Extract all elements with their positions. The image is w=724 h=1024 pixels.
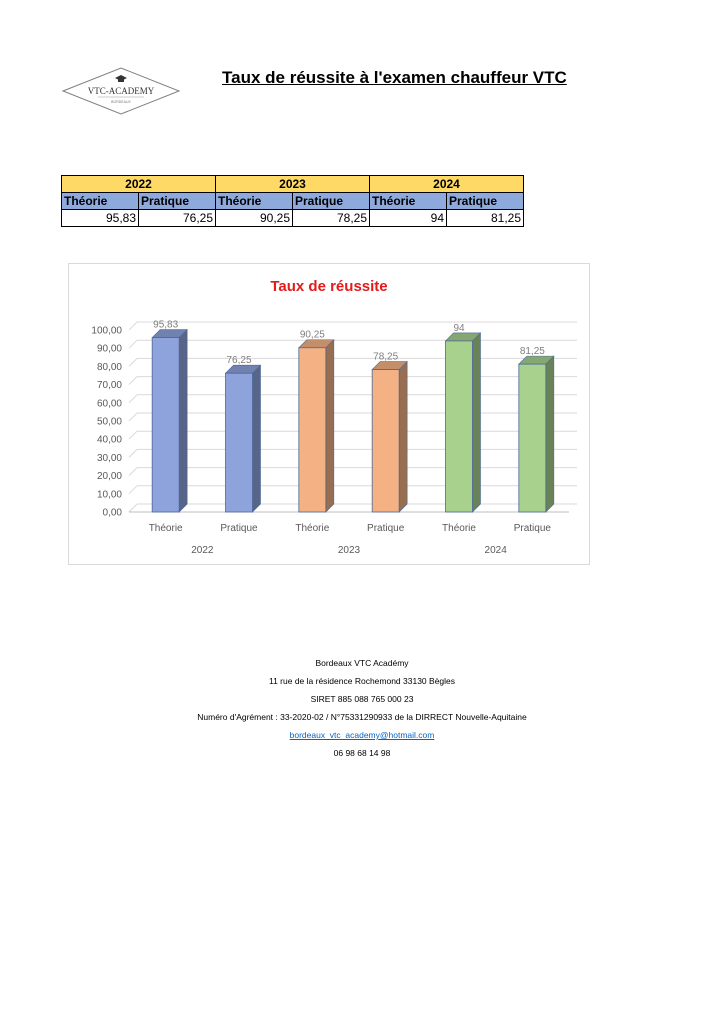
results-table: [61, 175, 524, 227]
table-row-values: [62, 210, 524, 227]
data-label: 78,25: [373, 351, 399, 363]
company-agrement: Numéro d'Agrément : 33-2020-02 / N°75331290933 de la DIRRECT Nouvelle-Aquitaine: [197, 712, 527, 722]
bar: [519, 364, 546, 512]
bar-side: [546, 356, 554, 512]
group-label: 2024: [484, 545, 507, 556]
bar-side: [399, 362, 407, 512]
gridline-depth: [129, 486, 137, 494]
gridline-depth: [129, 431, 137, 439]
chart-canvas: [69, 264, 589, 564]
data-label: 90,25: [299, 329, 325, 341]
col-practice-header: Pratique: [447, 193, 524, 210]
practice-value: 78,25: [293, 210, 370, 227]
data-label: 76,25: [226, 355, 252, 367]
footer: [0, 654, 724, 762]
year-header: 2023: [216, 176, 370, 193]
y-tick-label: 80,00: [96, 361, 122, 373]
x-tick-label: Pratique: [513, 523, 551, 534]
theory-value: 95,83: [62, 210, 139, 227]
y-tick-label: 50,00: [96, 416, 122, 428]
gridline-depth: [129, 377, 137, 385]
gridline-depth: [129, 449, 137, 457]
company-phone: 06 98 68 14 98: [333, 748, 391, 758]
y-tick-label: 20,00: [96, 471, 122, 483]
gridline-depth: [129, 358, 137, 366]
company-name: Bordeaux VTC Académy: [315, 658, 409, 668]
page-title: Taux de réussite à l'examen chauffeur VTC: [222, 68, 567, 87]
bar-side: [179, 330, 187, 512]
col-theory-header: Théorie: [370, 193, 447, 210]
gridline-depth: [129, 468, 137, 476]
y-tick-label: 30,00: [96, 452, 122, 464]
y-tick-label: 40,00: [96, 434, 122, 446]
bar: [299, 348, 326, 512]
y-tick-label: 90,00: [96, 343, 122, 355]
year-header: 2024: [370, 176, 524, 193]
table-row-years: [62, 176, 524, 193]
company-address: 11 rue de la résidence Rochemond 33130 Bègles: [268, 676, 456, 686]
y-tick-label: 70,00: [96, 380, 122, 392]
vtc-academy-logo: [60, 66, 182, 116]
data-label: 81,25: [519, 346, 545, 358]
success-rate-chart: [68, 263, 590, 565]
chart-title: Taux de réussite: [270, 278, 388, 295]
theory-value: 94: [370, 210, 447, 227]
data-label: 94: [453, 322, 465, 334]
x-tick-label: Théorie: [442, 523, 476, 534]
bar: [446, 341, 473, 512]
bar-side: [253, 365, 261, 512]
bar-side: [473, 333, 481, 512]
year-header: 2022: [62, 176, 216, 193]
bar: [226, 373, 253, 512]
gridline-depth: [129, 413, 137, 421]
bar: [372, 370, 399, 512]
x-tick-label: Théorie: [148, 523, 183, 534]
col-practice-header: Pratique: [139, 193, 216, 210]
y-tick-label: 0,00: [102, 507, 122, 519]
x-tick-label: Théorie: [295, 523, 330, 534]
data-label: 95,83: [153, 319, 179, 331]
practice-value: 76,25: [139, 210, 216, 227]
table-row-headers: [62, 193, 524, 210]
col-theory-header: Théorie: [216, 193, 293, 210]
practice-value: 81,25: [447, 210, 524, 227]
gridline-depth: [129, 504, 137, 512]
gridline-depth: [129, 395, 137, 403]
x-tick-label: Pratique: [367, 523, 405, 534]
logo-subtext: BORDEAUX: [111, 100, 131, 104]
company-siret: SIRET 885 088 765 000 23: [310, 694, 414, 704]
group-label: 2022: [191, 545, 214, 556]
gridline-depth: [129, 340, 137, 348]
theory-value: 90,25: [216, 210, 293, 227]
col-practice-header: Pratique: [293, 193, 370, 210]
group-label: 2023: [337, 545, 361, 556]
gridline-depth: [129, 322, 137, 330]
y-tick-label: 10,00: [96, 489, 122, 501]
bar-side: [326, 340, 334, 512]
email-link[interactable]: bordeaux_vtc_academy@hotmail.com: [289, 730, 435, 740]
bar: [152, 338, 179, 512]
logo-text: VTC-ACADEMY: [87, 86, 155, 96]
y-tick-label: 60,00: [96, 398, 122, 410]
col-theory-header: Théorie: [62, 193, 139, 210]
x-tick-label: Pratique: [220, 523, 258, 534]
y-tick-label: 100,00: [91, 325, 122, 337]
